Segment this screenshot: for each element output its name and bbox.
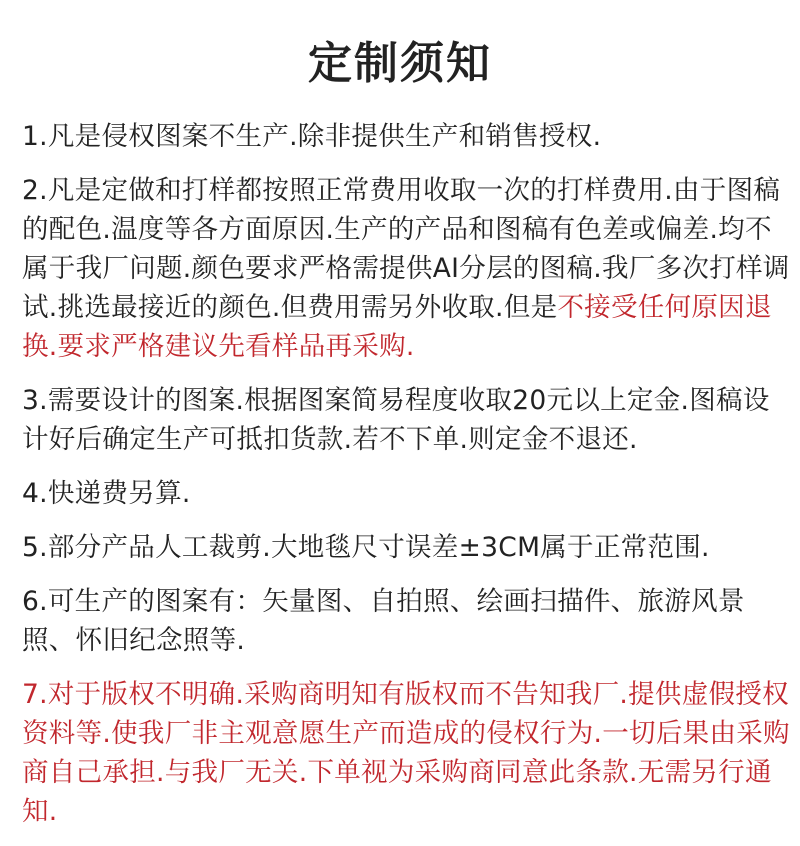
notice-text: 2.凡是定做和打样都按照正常费用收取一次的打样费用.由于图稿的配色.温度等各方面原因.生产的产品和图稿有色差或偏差.均不属于我厂问题.颜色要求严格需提供AI分层的图稿.我厂多次打样调试.挑选最接近的颜色.但费用需另外收取.但是 bbox=[22, 175, 790, 323]
notice-item-4 bbox=[22, 474, 794, 513]
notice-item-5 bbox=[22, 528, 794, 567]
notice-item-3 bbox=[22, 381, 794, 459]
notice-item-2 bbox=[22, 171, 794, 366]
notice-text: 1.凡是侵权图案不生产.除非提供生产和销售授权. bbox=[22, 121, 602, 152]
notice-text: 5.部分产品人工裁剪.大地毯尺寸误差±3CM属于正常范围. bbox=[22, 532, 710, 563]
notice-item-1 bbox=[22, 117, 794, 156]
notice-item-7 bbox=[22, 675, 794, 831]
notice-text: 6.可生产的图案有：矢量图、自拍照、绘画扫描件、旅游风景照、怀旧纪念照等. bbox=[22, 586, 745, 656]
notice-text: 3.需要设计的图案.根据图案简易程度收取20元以上定金.图稿设计好后确定生产可抵扣货款.若不下单.则定金不退还. bbox=[22, 385, 770, 455]
notice-text: 7.对于版权不明确.采购商明知有版权而不告知我厂.提供虚假授权资料等.使我厂非主观意愿生产而造成的侵权行为.一切后果由采购商自己承担.与我厂无关.下单视为采购商同意此条款.无需另行通知. bbox=[22, 679, 790, 827]
page-title: 定制须知 bbox=[308, 38, 492, 89]
notice-list bbox=[22, 117, 794, 846]
notice-item-6 bbox=[22, 582, 794, 660]
notice-highlight: 不接受任何原因退换.要求严格建议先看样品再采购. bbox=[22, 292, 772, 362]
notice-text: 4.快递费另算. bbox=[22, 478, 191, 509]
